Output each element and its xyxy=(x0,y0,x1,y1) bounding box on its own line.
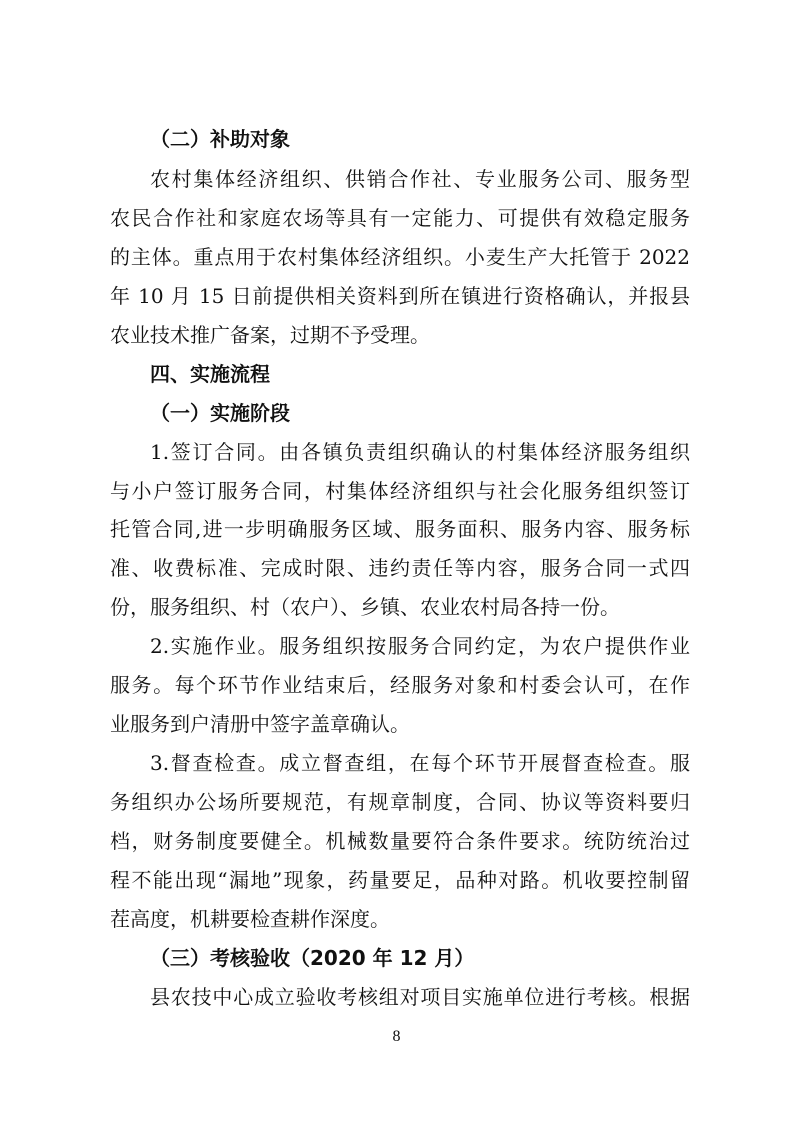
paragraph-line: 农民合作社和家庭农场等具有一定能力、可提供有效稳定服务 xyxy=(110,206,690,230)
paragraph-line: 档，财务制度要健全。机械数量要符合条件要求。统防统治过 xyxy=(110,829,690,853)
paragraph-line: 3.督查检查。成立督查组，在每个环节开展督查检查。服 xyxy=(150,751,690,775)
paragraph-line: 服务。每个环节作业结束后，经服务对象和村委会认可，在作 xyxy=(110,673,690,697)
paragraph-line: 茬高度，机耕要检查耕作深度。 xyxy=(110,907,390,931)
section-heading-subsidy-targets: （二）补助对象 xyxy=(150,127,290,151)
paragraph-line: 务组织办公场所要规范，有规章制度，合同、协议等资料要归 xyxy=(110,790,690,814)
paragraph-line: 农村集体经济组织、供销合作社、专业服务公司、服务型 xyxy=(150,167,690,191)
paragraph-line: 年 10 月 15 日前提供相关资料到所在镇进行资格确认，并报县 xyxy=(110,284,690,308)
paragraph-line: 份，服务组织、村（农户）、乡镇、农业农村局各持一份。 xyxy=(110,595,620,619)
paragraph-line: 程不能出现“漏地”现象，药量要足，品种对路。机收要控制留 xyxy=(110,868,690,892)
paragraph-line: 托管合同,进一步明确服务区域、服务面积、服务内容、服务标 xyxy=(110,517,690,541)
paragraph-line: 农业技术推广备案，过期不予受理。 xyxy=(110,323,430,347)
section-heading-inspection: （三）考核验收（2020 年 12 月） xyxy=(150,946,475,970)
paragraph-line: 与小户签订服务合同，村集体经济组织与社会化服务组织签订 xyxy=(110,479,690,503)
paragraph-line: 业服务到户清册中签字盖章确认。 xyxy=(110,712,410,736)
paragraph-line: 2.实施作业。服务组织按服务合同约定，为农户提供作业 xyxy=(150,634,690,658)
paragraph-line: 的主体。重点用于农村集体经济组织。小麦生产大托管于 2022 xyxy=(110,245,690,269)
section-heading-implementation-stage: （一）实施阶段 xyxy=(150,401,290,425)
section-heading-implementation: 四、实施流程 xyxy=(150,362,270,386)
page-number: 8 xyxy=(392,1028,401,1045)
paragraph-line: 1.签订合同。由各镇负责组织确认的村集体经济服务组织 xyxy=(150,440,690,464)
paragraph-line: 准、收费标准、完成时限、违约责任等内容，服务合同一式四 xyxy=(110,556,690,580)
paragraph-line: 县农技中心成立验收考核组对项目实施单位进行考核。根据 xyxy=(150,985,690,1009)
